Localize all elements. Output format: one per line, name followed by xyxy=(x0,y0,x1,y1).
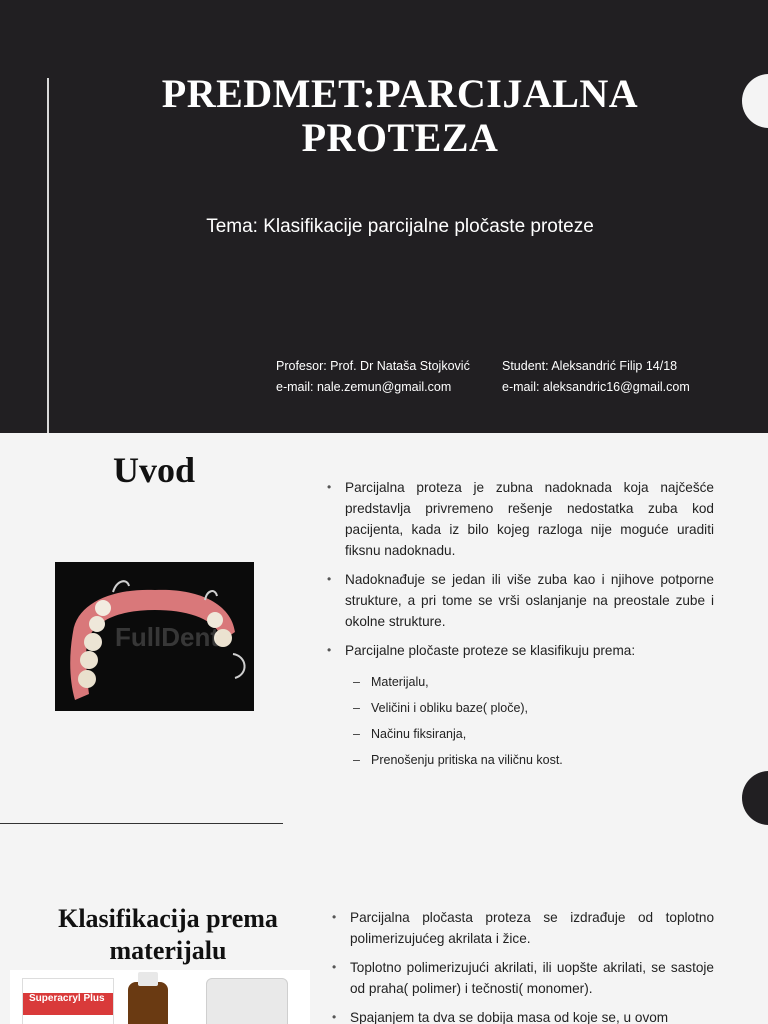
material-classification-slide xyxy=(0,825,768,1024)
sub-list-item: – Načinu fiksiranja, xyxy=(327,721,714,747)
title-slide xyxy=(0,0,768,433)
sub-list-item: – Veličini i obliku baze( ploče), xyxy=(327,695,714,721)
sub-list-item: – Materijalu, xyxy=(327,669,714,695)
bottle-cap xyxy=(138,972,158,986)
presentation-title: PREDMET:PARCIJALNA PROTEZA xyxy=(161,71,639,160)
list-item: • Toplotno polimerizujući akrilati, ili uopšte akrilati, se sastoje od praha( polimer) i tečnosti( monomer). xyxy=(332,957,714,999)
photo-watermark: FullDent xyxy=(115,622,219,652)
professor-email: e-mail: nale.zemun@gmail.com xyxy=(276,380,452,394)
presentation-subtitle: Tema: Klasifikacije parcijalne pločaste proteze xyxy=(206,216,594,237)
professor-name: Profesor: Prof. Dr Nataša Stojković xyxy=(276,359,470,373)
slide-heading: Uvod xyxy=(112,450,196,490)
list-item: • Parcijalna proteza je zubna nadoknada koja najčešće predstavlja privremeno rešenje nedostatka zuba kod pacijenta, kada iz bilo kojeg razloga nije moguće uraditi fiksnu nadoknadu. xyxy=(327,477,714,561)
decorative-circle xyxy=(742,771,768,825)
professor-info xyxy=(276,356,470,398)
material-bullet-list xyxy=(332,907,714,1024)
sub-list-item: – Prenošenju pritiska na viličnu kost. xyxy=(327,747,714,773)
polymer-jar xyxy=(206,978,288,1024)
section-divider xyxy=(0,823,283,824)
acrylic-products-photo xyxy=(10,970,310,1024)
list-item: • Parcijalne pločaste proteze se klasifikuju prema: xyxy=(327,640,714,661)
student-info xyxy=(502,356,690,398)
slide-heading: Klasifikacija prema materijalu xyxy=(58,904,278,965)
product-box xyxy=(22,978,114,1024)
list-item: • Spajanjem ta dva se dobija masa od koje se, u ovom xyxy=(332,1007,714,1024)
accent-vertical-line xyxy=(47,78,49,433)
list-item: • Nadoknađuje se jedan ili više zuba kao i njihove potporne strukture, a pri tome se vrši oslanjanje na preostale zube i okolne strukture. xyxy=(327,569,714,632)
partial-denture-photo xyxy=(55,562,254,711)
monomer-bottle xyxy=(128,982,168,1024)
list-item: • Parcijalna pločasta proteza se izdrađuje od toplotno polimerizujućeg akrilata i žice. xyxy=(332,907,714,949)
decorative-circle xyxy=(742,74,768,128)
student-email: e-mail: aleksandric16@gmail.com xyxy=(502,380,690,394)
intro-slide xyxy=(0,433,768,825)
intro-bullet-list xyxy=(327,477,714,773)
product-label: Superacryl Plus xyxy=(29,993,105,1004)
student-name: Student: Aleksandrić Filip 14/18 xyxy=(502,359,678,373)
